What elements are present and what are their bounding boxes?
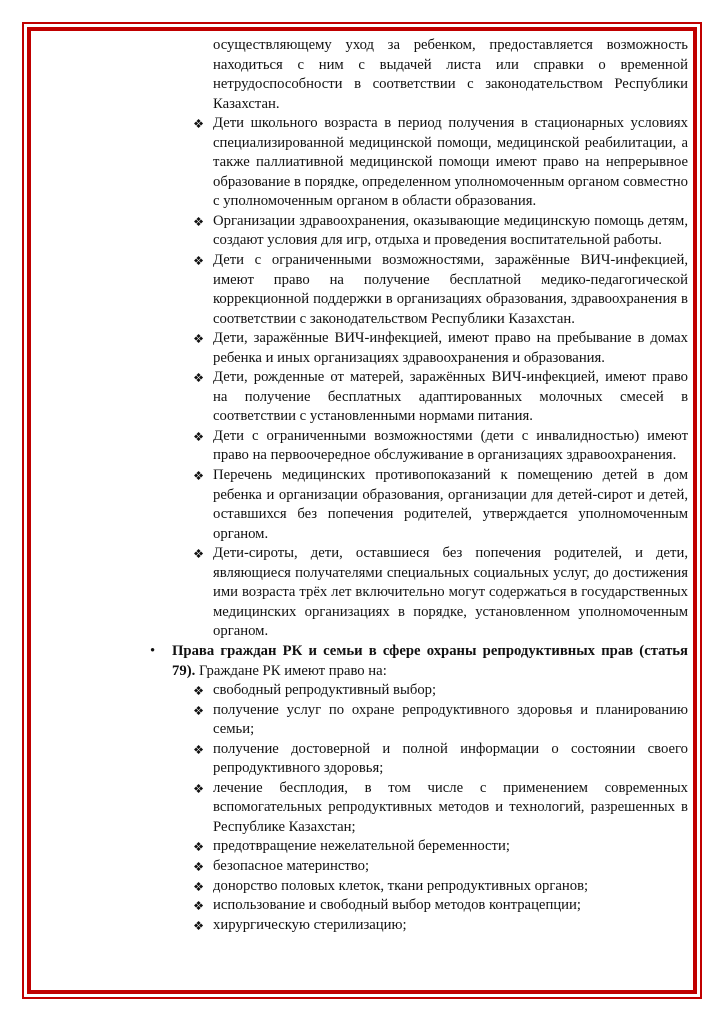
diamond-bullet-icon: ❖ [193,741,205,757]
list-item-services [131,701,688,740]
diamond-bullet-icon: ❖ [193,780,205,796]
list-item-text: безопасное материнство; [213,857,370,874]
continuation-paragraph [131,36,688,114]
diamond-bullet-icon: ❖ [193,546,205,562]
paragraph-text: осуществляющему уход за ребенком, предоставляется возможность находиться с ним с выдачей листа или справки о временной нетрудоспособности в соответствии с законодательством Республики Казахстан. [213,37,688,112]
diamond-bullet-icon: ❖ [193,213,205,229]
list-item-prevent-pregnancy [131,837,688,857]
list-item-text: Дети школьного возраста в период получения в стационарных условиях специализированной медицинской помощи, медицинской реабилитации, а также паллиативной медицинской помощи имеют право на непрерывное образование в порядке, определенном уполномоченным органом совместно с уполномоченным органом в области образования. [213,115,688,210]
round-bullet-icon: • [150,642,156,659]
diamond-bullet-icon: ❖ [193,468,205,484]
diamond-bullet-icon: ❖ [193,858,205,874]
list-item-school-age [131,114,688,212]
document-body [131,36,688,935]
list-item-text: предотвращение нежелательной беременности; [213,838,510,855]
list-item-text: Дети, заражённые ВИЧ-инфекцией, имеют право на пребывание в домах ребенка и иных организациях здравоохранения и образования. [213,330,688,366]
list-item-disabled-hiv [131,251,688,329]
list-item-text: Дети с ограниченными возможностями, заражённые ВИЧ-инфекцией, имеют право на получение бесплатной медико-педагогической коррекционной поддержки в организациях образования, здравоохранения в соответствии с законодательством Республики Казахстан. [213,252,688,327]
diamond-bullet-icon: ❖ [193,917,205,933]
diamond-bullet-icon: ❖ [193,253,205,269]
list-item-text: Перечень медицинских противопоказаний к помещению детей в дом ребенка и организации образования, организации для детей-сирот и детей, оставшихся без попечения родителей, утверждается уполномоченным органом. [213,467,688,542]
list-item-health-orgs [131,212,688,251]
diamond-bullet-icon: ❖ [193,683,205,699]
list-item-hiv-children [131,329,688,368]
list-item-text: свободный репродуктивный выбор; [213,682,437,699]
list-item-orphans [131,544,688,642]
diamond-bullet-icon: ❖ [193,428,205,444]
list-item-infertility [131,779,688,838]
list-item-disability-priority [131,427,688,466]
list-item-text: Организации здравоохранения, оказывающие медицинскую помощь детям, создают условия для игр, отдыха и проведения воспитательной работы. [213,212,688,249]
list-item-text: получение услуг по охране репродуктивного здоровья и планированию семьи; [213,701,688,738]
diamond-bullet-icon: ❖ [193,839,205,855]
diamond-bullet-icon: ❖ [193,331,205,347]
diamond-bullet-icon: ❖ [193,702,205,718]
list-item-contraindications [131,466,688,544]
list-item-text: лечение бесплодия, в том числе с применением современных вспомогательных репродуктивных методов и технологий, разрешенных в Республике Казахстан; [213,779,688,835]
diamond-bullet-icon: ❖ [193,878,205,894]
list-item-safe-motherhood [131,857,688,877]
list-item-text: донорство половых клеток, ткани репродуктивных органов; [213,877,589,894]
list-item-text: получение достоверной и полной информации о состоянии своего репродуктивного здоровья; [213,740,688,777]
list-item-text: Дети, рожденные от матерей, заражённых ВИЧ-инфекцией, имеют право на получение бесплатных адаптированных молочных смесей в соответствии с установленными нормами питания. [213,369,688,425]
list-item-information [131,740,688,779]
list-item-free-choice [131,681,688,701]
heading-tail-text: Граждане РК имеют право на: [195,662,387,679]
list-item-text: хирургическую стерилизацию; [213,916,407,933]
heading-bold-text: Права граждан РК и семьи в сфере охраны репродуктивных прав (статья 79). [172,642,688,679]
diamond-bullet-icon: ❖ [193,898,205,914]
list-item-donorship [131,877,688,897]
list-item-contraception [131,896,688,916]
list-item-sterilization [131,916,688,936]
list-item-text: Дети с ограниченными возможностями (дети с инвалидностью) имеют право на первоочередное обслуживание в организациях здравоохранения. [213,427,688,464]
diamond-bullet-icon: ❖ [193,370,205,386]
list-item-text: использование и свободный выбор методов контрацепции; [213,897,581,914]
list-item-text: Дети-сироты, дети, оставшиеся без попечения родителей, и дети, являющиеся получателями специальных социальных услуг, до достижения ими возраста трёх лет включительно могут содержаться в государственных медицинских организациях в порядке, установленном уполномоченным органом. [213,545,688,640]
diamond-bullet-icon: ❖ [193,116,205,132]
heading-reproductive-rights [131,642,688,681]
list-item-hiv-mothers [131,368,688,427]
